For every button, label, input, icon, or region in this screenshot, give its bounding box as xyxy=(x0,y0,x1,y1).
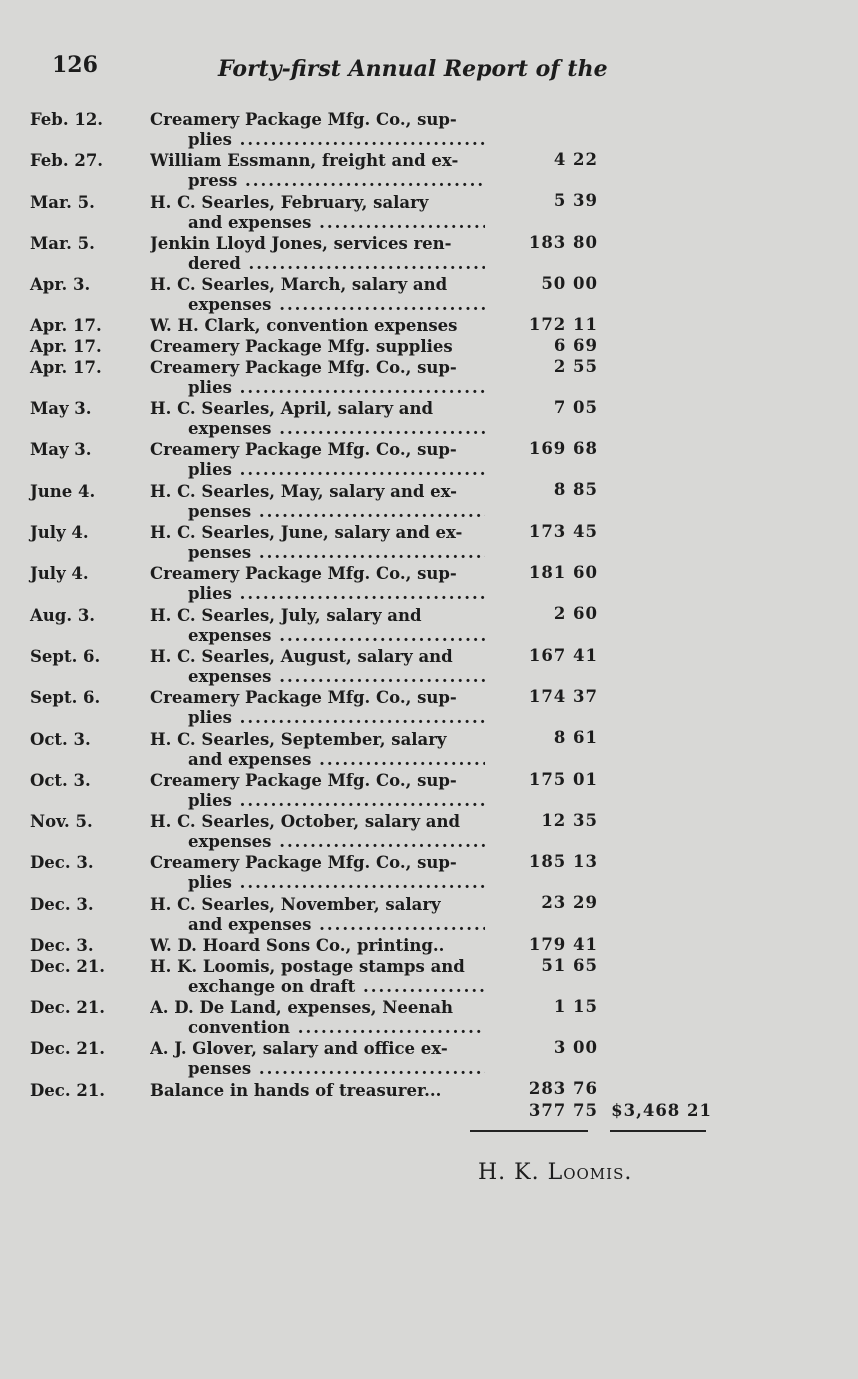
entry-date: Dec. 3. xyxy=(30,894,94,914)
entry-date: Mar. 5. xyxy=(30,233,95,253)
entry-description-continuation: and expenses ..... xyxy=(150,750,485,770)
total-rules xyxy=(470,1130,710,1134)
entry-date: Dec. 3. xyxy=(30,853,94,873)
entry-description-line: W. D. Hoard Sons Co., printing.. xyxy=(150,936,445,956)
entry-description xyxy=(150,110,485,150)
entry-date: July 4. xyxy=(30,564,89,584)
page-number: 126 xyxy=(52,52,98,78)
entry-date: Apr. 17. xyxy=(30,316,102,336)
entry-description-line: Creamery Package Mfg. Co., sup- xyxy=(150,440,457,460)
entry-date: Oct. 3. xyxy=(30,729,91,749)
entry-date: Dec. 21. xyxy=(30,998,106,1017)
entry-description-continuation: plies ..... xyxy=(150,460,485,480)
entry-amount: 179 41 xyxy=(528,934,598,954)
entry-amount: 5 39 xyxy=(553,191,598,211)
running-title: Forty-first Annual Report of the xyxy=(218,56,608,82)
entry-description-line: H. C. Searles, November, salary xyxy=(150,894,441,914)
entry-description xyxy=(150,1039,485,1079)
entry-description-continuation: press ..... xyxy=(150,171,485,191)
entry-description-line: Creamery Package Mfg. Co., sup- xyxy=(150,770,457,790)
entry-amount: 7 05 xyxy=(553,397,598,417)
entry-amount: 1 15 xyxy=(553,996,598,1016)
entry-amount: 2 60 xyxy=(553,604,598,624)
entry-description xyxy=(150,358,485,398)
page-header xyxy=(52,48,612,88)
entry-amount: 172 11 xyxy=(528,315,598,335)
entry-description xyxy=(150,730,485,770)
entry-description-continuation: expenses ..... xyxy=(150,832,485,852)
entry-amount: 23 29 xyxy=(541,893,598,913)
entry-description-line: H. C. Searles, October, salary and xyxy=(150,812,461,832)
entry-description-continuation: exchange on draft ..... xyxy=(150,977,485,997)
entry-date: Dec. 3. xyxy=(30,936,94,956)
entry-description-continuation: plies ..... xyxy=(150,791,485,811)
entry-description-line: Balance in hands of treasurer... xyxy=(150,1080,442,1100)
entry-description xyxy=(150,853,485,893)
entry-amount: 183 80 xyxy=(528,232,598,252)
entry-description-line: W. H. Clark, convention expenses xyxy=(150,316,458,336)
entry-description xyxy=(150,606,485,646)
entry-date: Mar. 5. xyxy=(30,192,95,212)
entry-description-continuation: penses ..... xyxy=(150,1059,485,1079)
entry-amount: 8 85 xyxy=(553,480,598,500)
grand-total: $3,468 21 xyxy=(611,1100,712,1120)
entry-description-line: H. K. Loomis, postage stamps and xyxy=(150,956,465,976)
entry-amount: 12 35 xyxy=(541,810,598,830)
entry-description-continuation: plies ..... xyxy=(150,130,485,150)
signature: H. K. Loomis. xyxy=(478,1160,633,1185)
entry-amount: 181 60 xyxy=(528,563,598,583)
entry-description-line: H. C. Searles, March, salary and xyxy=(150,275,448,295)
entry-date: Apr. 17. xyxy=(30,337,102,357)
ledger-entry xyxy=(30,1080,720,1120)
entry-description-continuation: expenses ..... xyxy=(150,419,485,439)
entry-description xyxy=(150,234,485,274)
entry-description xyxy=(150,688,485,728)
entry-description-continuation: penses ..... xyxy=(150,502,485,522)
entry-description xyxy=(150,564,485,604)
entry-amount: 2 55 xyxy=(553,357,598,377)
entry-description-continuation: plies ..... xyxy=(150,708,485,728)
entry-description-line: Jenkin Lloyd Jones, services ren- xyxy=(150,233,452,253)
entry-amount: 4 22 xyxy=(553,150,598,169)
entry-description-continuation: and expenses ..... xyxy=(150,915,485,935)
entry-description xyxy=(150,193,485,233)
entry-date: Apr. 3. xyxy=(30,275,91,295)
entry-date: June 4. xyxy=(30,481,96,501)
entry-description xyxy=(150,647,485,687)
entry-description-line: H. C. Searles, April, salary and xyxy=(150,399,433,419)
entry-amount: 169 68 xyxy=(528,439,598,459)
entry-description-line: H. C. Searles, September, salary xyxy=(150,729,447,749)
entry-date: Feb. 12. xyxy=(30,110,104,129)
entry-date: Oct. 3. xyxy=(30,770,91,790)
entry-amount: 174 37 xyxy=(528,686,598,706)
entry-date: Apr. 17. xyxy=(30,357,102,377)
entry-description xyxy=(150,936,485,956)
entry-date: Dec. 21. xyxy=(30,956,106,976)
total-column-rule xyxy=(610,1130,706,1132)
entry-description-continuation: plies ..... xyxy=(150,378,485,398)
entry-description-continuation: expenses ..... xyxy=(150,667,485,687)
entry-amount: 50 00 xyxy=(541,273,598,293)
entry-description-line: H. C. Searles, February, salary xyxy=(150,192,429,212)
entry-date: Dec. 21. xyxy=(30,1039,106,1059)
entry-amount: 173 45 xyxy=(528,521,598,541)
entry-date: Aug. 3. xyxy=(30,605,96,625)
entry-description xyxy=(150,1081,485,1101)
entry-description-continuation: expenses ..... xyxy=(150,295,485,315)
entry-description-continuation: convention ..... xyxy=(150,1018,485,1038)
entry-description-line: William Essmann, freight and ex- xyxy=(150,151,459,171)
entry-date: May 3. xyxy=(30,440,92,460)
entry-date: Feb. 27. xyxy=(30,151,104,171)
entry-description-line: A. J. Glover, salary and office ex- xyxy=(150,1039,448,1059)
entry-description xyxy=(150,151,485,191)
entry-description-continuation: dered ..... xyxy=(150,254,485,274)
entry-description-continuation: plies ..... xyxy=(150,584,485,604)
entry-description-continuation: expenses ..... xyxy=(150,626,485,646)
entry-date: May 3. xyxy=(30,399,92,419)
entry-amount: 3 00 xyxy=(553,1038,598,1057)
entry-description-continuation: plies ..... xyxy=(150,873,485,893)
entry-date: Sept. 6. xyxy=(30,646,101,666)
entry-description-line: Creamery Package Mfg. supplies xyxy=(150,337,453,357)
entry-amount: 8 61 xyxy=(553,728,598,748)
entry-amount: 175 01 xyxy=(528,769,598,789)
entry-description xyxy=(150,275,485,315)
amount-column-rule xyxy=(470,1130,588,1132)
entry-description-line: H. C. Searles, July, salary and xyxy=(150,605,422,625)
entry-amount: 6 69 xyxy=(553,336,598,356)
entry-date: Sept. 6. xyxy=(30,688,101,708)
entry-description xyxy=(150,895,485,935)
entry-date: Dec. 21. xyxy=(30,1080,106,1100)
entry-description-line: Creamery Package Mfg. Co., sup- xyxy=(150,688,457,708)
entry-description xyxy=(150,399,485,439)
entry-amount: 167 41 xyxy=(528,645,598,665)
entry-description-continuation: penses ..... xyxy=(150,543,485,563)
entry-description xyxy=(150,957,485,997)
entry-description-line: Creamery Package Mfg. Co., sup- xyxy=(150,564,457,584)
entry-amount: 51 65 xyxy=(541,956,598,976)
entry-amount: 377 75 xyxy=(528,1100,598,1120)
entry-description-line: Creamery Package Mfg. Co., sup- xyxy=(150,110,457,129)
entry-description-line: A. D. De Land, expenses, Neenah xyxy=(150,998,454,1017)
entry-description xyxy=(150,440,485,480)
entry-amount: 283 76 xyxy=(528,1079,598,1099)
entry-description-line: H. C. Searles, June, salary and ex- xyxy=(150,523,463,543)
entry-description xyxy=(150,771,485,811)
entry-description-line: Creamery Package Mfg. Co., sup- xyxy=(150,853,457,873)
ledger-table xyxy=(30,110,720,1120)
entry-description-line: Creamery Package Mfg. Co., sup- xyxy=(150,357,457,377)
entry-date: July 4. xyxy=(30,523,89,543)
entry-date: Nov. 5. xyxy=(30,812,93,832)
entry-description-continuation: and expenses ..... xyxy=(150,213,485,233)
entry-description-line: H. C. Searles, May, salary and ex- xyxy=(150,481,458,501)
entry-description xyxy=(150,998,485,1038)
entry-description xyxy=(150,316,485,336)
entry-description xyxy=(150,337,485,357)
entry-description xyxy=(150,523,485,563)
entry-description xyxy=(150,482,485,522)
entry-amount: 185 13 xyxy=(528,852,598,872)
entry-description-line: H. C. Searles, August, salary and xyxy=(150,646,453,666)
entry-description xyxy=(150,812,485,852)
